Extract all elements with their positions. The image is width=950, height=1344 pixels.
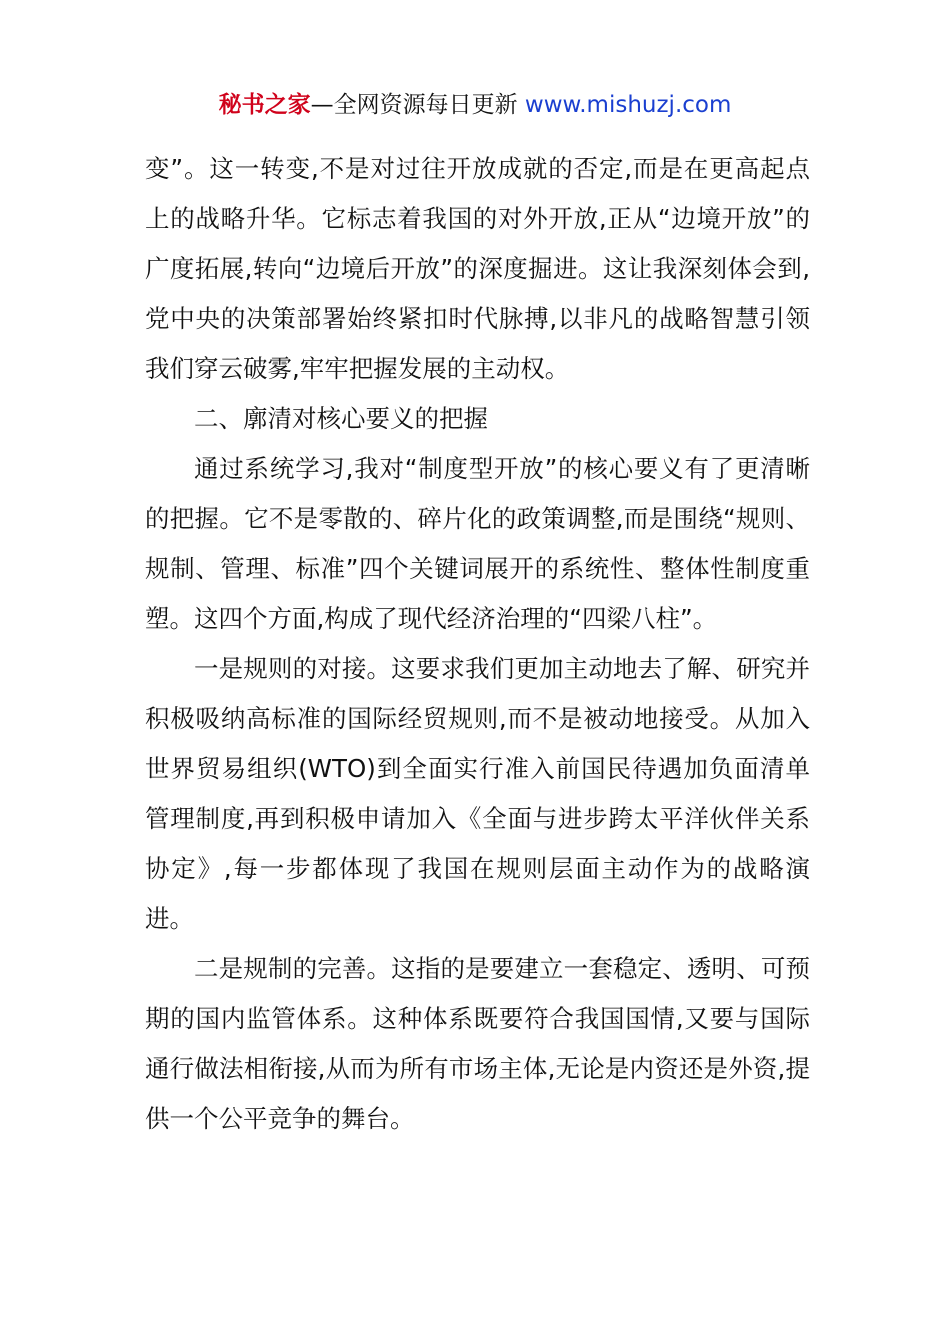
page-header [0, 88, 950, 122]
brand-name: 秘书之家 [218, 92, 311, 118]
website-link[interactable]: www.mishuzj.com [524, 92, 732, 118]
header-tagline: —全网资源每日更新 [310, 92, 525, 118]
document-body [145, 144, 810, 1144]
paragraph: 二是规制的完善。这指的是要建立一套稳定、透明、可预期的国内监管体系。这种体系既要符合我国国情,又要与国际通行做法相衔接,从而为所有市场主体,无论是内资还是外资,提供一个公平竞争的舞台。 [145, 954, 810, 1133]
paragraph: 一是规则的对接。这要求我们更加主动地去了解、研究并积极吸纳高标准的国际经贸规则,而不是被动地接受。从加入世界贸易组织(WTO)到全面实行准入前国民待遇加负面清单管理制度,再到积极申请加入《全面与进步跨太平洋伙伴关系协定》,每一步都体现了我国在规则层面主动作为的战略演进。 [145, 654, 810, 933]
paragraph-continuation: 变”。这一转变,不是对过往开放成就的否定,而是在更高起点上的战略升华。它标志着我国的对外开放,正从“边境开放”的广度拓展,转向“边境后开放”的深度掘进。这让我深刻体会到,党中央的决策部署始终紧扣时代脉搏,以非凡的战略智慧引领我们穿云破雾,牢牢把握发展的主动权。 [145, 154, 811, 383]
paragraph: 通过系统学习,我对“制度型开放”的核心要义有了更清晰的把握。它不是零散的、碎片化的政策调整,而是围绕“规则、规制、管理、标准”四个关键词展开的系统性、整体性制度重塑。这四个方面,构成了现代经济治理的“四梁八柱”。 [145, 454, 810, 633]
section-heading: 二、廓清对核心要义的把握 [194, 404, 488, 433]
